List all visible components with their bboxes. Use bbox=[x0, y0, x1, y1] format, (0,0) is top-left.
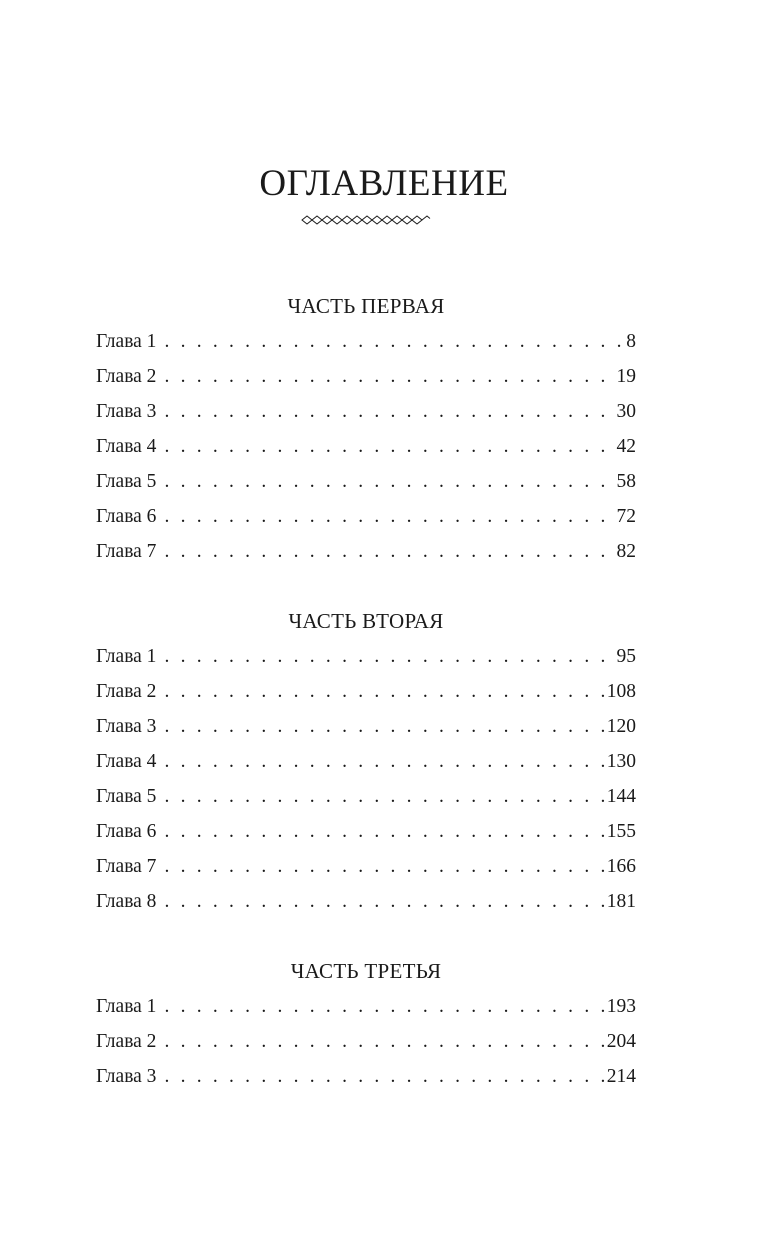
page-number: 144 bbox=[606, 786, 636, 807]
toc-entry[interactable] bbox=[96, 469, 636, 504]
chapter-label: Глава 3 bbox=[96, 716, 157, 737]
toc-entry[interactable] bbox=[96, 434, 636, 469]
page-number: 58 bbox=[616, 471, 636, 492]
chapter-label: Глава 8 bbox=[96, 891, 157, 912]
page-number: 130 bbox=[606, 751, 636, 772]
part-3 bbox=[96, 958, 636, 1099]
toc-entry[interactable] bbox=[96, 784, 636, 819]
chapter-label: Глава 2 bbox=[96, 366, 157, 387]
dot-leader bbox=[164, 1064, 604, 1090]
dot-leader bbox=[164, 714, 604, 740]
dot-leader bbox=[164, 994, 604, 1020]
page-number: 108 bbox=[606, 681, 636, 702]
page-number: 30 bbox=[616, 401, 636, 422]
toc-entry[interactable] bbox=[96, 1064, 636, 1099]
toc-entry[interactable] bbox=[96, 714, 636, 749]
dot-leader bbox=[164, 364, 614, 390]
dot-leader bbox=[164, 504, 614, 530]
page-number: 8 bbox=[626, 331, 636, 352]
chapter-label: Глава 5 bbox=[96, 786, 157, 807]
dot-leader bbox=[164, 469, 614, 495]
toc-title: ОГЛАВЛЕНИЕ bbox=[259, 163, 509, 204]
part-2 bbox=[96, 608, 636, 924]
chapter-list bbox=[96, 994, 636, 1099]
chapter-label: Глава 3 bbox=[96, 401, 157, 422]
chapter-label: Глава 4 bbox=[96, 751, 157, 772]
toc-entry[interactable] bbox=[96, 644, 636, 679]
dot-leader bbox=[164, 644, 614, 670]
dot-leader bbox=[164, 1029, 604, 1055]
part-title: ЧАСТЬ ПЕРВАЯ bbox=[287, 294, 445, 318]
dot-leader bbox=[164, 889, 604, 915]
page-number: 204 bbox=[606, 1031, 636, 1052]
dot-leader bbox=[164, 854, 604, 880]
ornament-divider-icon bbox=[300, 214, 432, 226]
dot-leader bbox=[164, 679, 604, 705]
toc-entry[interactable] bbox=[96, 504, 636, 539]
part-title: ЧАСТЬ ТРЕТЬЯ bbox=[290, 959, 442, 983]
toc-entry[interactable] bbox=[96, 819, 636, 854]
dot-leader bbox=[164, 819, 604, 845]
toc-entry[interactable] bbox=[96, 364, 636, 399]
chapter-label: Глава 1 bbox=[96, 331, 157, 352]
page-number: 72 bbox=[616, 506, 636, 527]
chapter-label: Глава 1 bbox=[96, 996, 157, 1017]
toc-entry[interactable] bbox=[96, 749, 636, 784]
toc-entry[interactable] bbox=[96, 679, 636, 714]
page-number: 19 bbox=[616, 366, 636, 387]
page-number: 95 bbox=[616, 646, 636, 667]
part-title: ЧАСТЬ ВТОРАЯ bbox=[288, 609, 444, 633]
chapter-label: Глава 4 bbox=[96, 436, 157, 457]
page-number: 155 bbox=[606, 821, 636, 842]
toc-entry[interactable] bbox=[96, 399, 636, 434]
toc-entry[interactable] bbox=[96, 854, 636, 889]
chapter-label: Глава 2 bbox=[96, 681, 157, 702]
dot-leader bbox=[164, 399, 614, 425]
toc-entry[interactable] bbox=[96, 539, 636, 574]
chapter-label: Глава 3 bbox=[96, 1066, 157, 1087]
chapter-label: Глава 6 bbox=[96, 821, 157, 842]
chapter-label: Глава 7 bbox=[96, 541, 157, 562]
page-number: 120 bbox=[606, 716, 636, 737]
chapter-list bbox=[96, 644, 636, 924]
dot-leader bbox=[164, 434, 614, 460]
chapter-label: Глава 6 bbox=[96, 506, 157, 527]
toc-entry[interactable] bbox=[96, 329, 636, 364]
chapter-label: Глава 5 bbox=[96, 471, 157, 492]
dot-leader bbox=[164, 539, 614, 565]
chapter-label: Глава 7 bbox=[96, 856, 157, 877]
dot-leader bbox=[164, 749, 604, 775]
page-number: 193 bbox=[606, 996, 636, 1017]
page-number: 166 bbox=[606, 856, 636, 877]
page-number: 214 bbox=[606, 1066, 636, 1087]
dot-leader bbox=[164, 329, 624, 355]
toc-entry[interactable] bbox=[96, 889, 636, 924]
chapter-list bbox=[96, 329, 636, 574]
page-number: 181 bbox=[606, 891, 636, 912]
toc-entry[interactable] bbox=[96, 994, 636, 1029]
page-number: 82 bbox=[616, 541, 636, 562]
chapter-label: Глава 2 bbox=[96, 1031, 157, 1052]
page-number: 42 bbox=[616, 436, 636, 457]
chapter-label: Глава 1 bbox=[96, 646, 157, 667]
part-1 bbox=[96, 293, 636, 574]
dot-leader bbox=[164, 784, 604, 810]
toc-entry[interactable] bbox=[96, 1029, 636, 1064]
